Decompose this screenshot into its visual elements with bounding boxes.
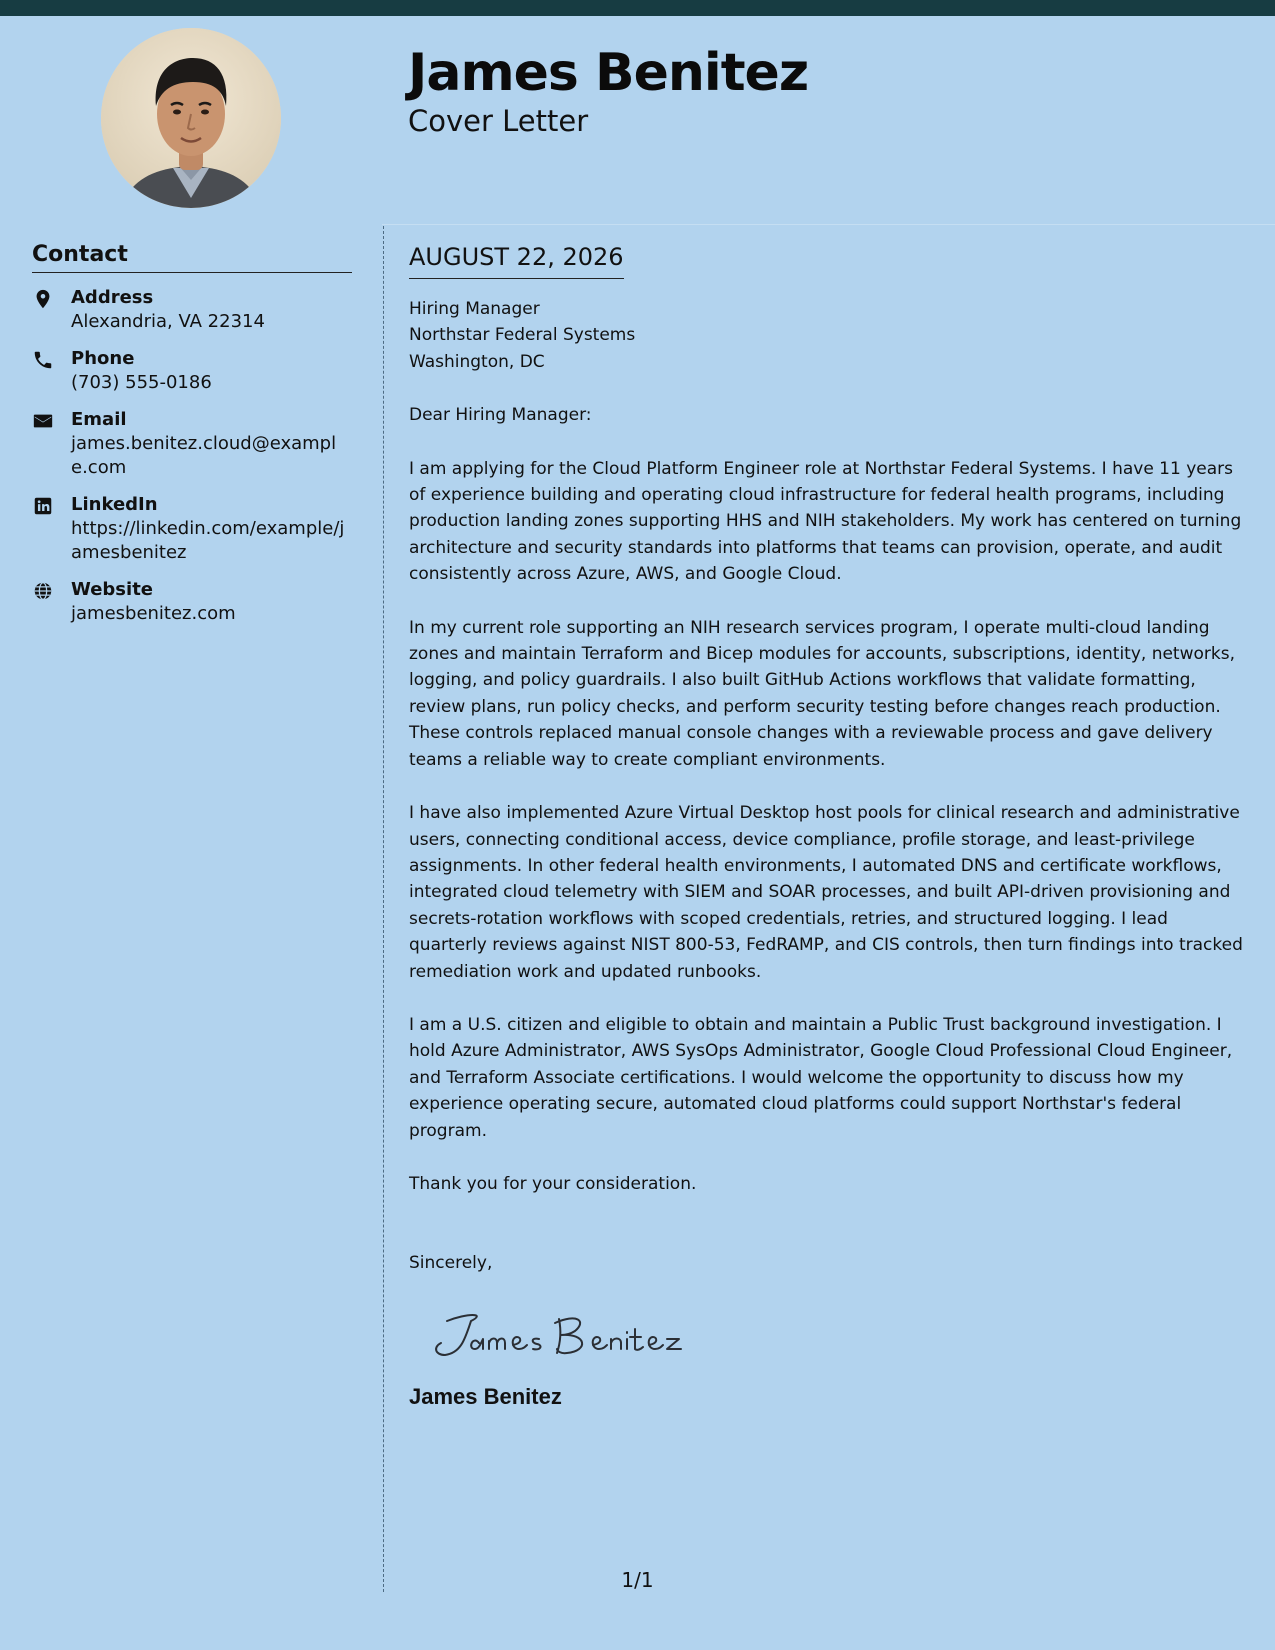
- salutation: Dear Hiring Manager:: [409, 405, 592, 426]
- linkedin-icon: [32, 495, 54, 517]
- thanks-line: Thank you for your consideration.: [409, 1173, 697, 1194]
- header-divider: [382, 224, 1275, 225]
- contact-label: Email: [71, 409, 127, 430]
- contact-value: james.benitez.cloud@example.com: [71, 433, 337, 478]
- column-divider: [383, 226, 384, 1592]
- recipient-line: Northstar Federal Systems: [409, 325, 636, 346]
- page-number: 1/1: [621, 1568, 654, 1592]
- contact-sidebar: [32, 240, 352, 626]
- contact-value: (703) 555-0186: [71, 372, 212, 393]
- contact-linkedin: [32, 493, 352, 565]
- recipient-line: Hiring Manager: [409, 299, 540, 319]
- contact-value: jamesbenitez.com: [71, 603, 236, 624]
- candidate-name: James Benitez: [408, 43, 809, 103]
- globe-icon: [32, 580, 54, 602]
- map-pin-icon: [32, 288, 54, 310]
- contact-label: Address: [71, 287, 154, 308]
- contact-value: Alexandria, VA 22314: [71, 311, 265, 332]
- top-bar: [0, 0, 1275, 16]
- envelope-icon: [32, 410, 54, 432]
- body-paragraph: I have also implemented Azure Virtual Desktop host pools for clinical research and administrative users, connecting conditional access, device compliance, profile storage, and least-privilege assignments. In other federal health environments, I automated DNS and certificate workflows, integrated cloud telemetry with SIEM and SOAR processes, and built API-driven provisioning and secrets-rotation workflows with scoped credentials, retries, and structured logging. I lead quarterly reviews against NIST 800-53, FedRAMP, and CIS controls, then turn findings into tracked remediation work and updated runbooks.: [409, 803, 1243, 982]
- signer-name: James Benitez: [409, 1383, 562, 1409]
- recipient-block: [409, 296, 1251, 375]
- contact-email: [32, 408, 352, 480]
- contact-label: Website: [71, 579, 154, 600]
- profile-photo: [101, 28, 281, 208]
- body-paragraph: I am applying for the Cloud Platform Engineer role at Northstar Federal Systems. I have 11 years of experience building and operating cloud infrastructure for federal health programs, including production landing zones supporting HHS and NIH stakeholders. My work has centered on turning architecture and security standards into platforms that teams can provision, operate, and audit consistently across Azure, AWS, and Google Cloud.: [409, 458, 1242, 585]
- document-title: Cover Letter: [408, 104, 589, 138]
- contact-label: Phone: [71, 348, 135, 369]
- contact-address: [32, 286, 352, 334]
- contact-label: LinkedIn: [71, 494, 158, 515]
- phone-icon: [32, 349, 54, 371]
- contact-phone: [32, 347, 352, 395]
- recipient-line: Washington, DC: [409, 351, 545, 372]
- signature: [427, 1299, 1251, 1369]
- letter-body: [409, 241, 1251, 1411]
- contact-heading: Contact: [32, 240, 352, 273]
- body-paragraph: I am a U.S. citizen and eligible to obtain and maintain a Public Trust background investigation. I hold Azure Administrator, AWS SysOps Administrator, Google Cloud Professional Cloud Engineer, and Terraform Associate certifications. I would welcome the opportunity to discuss how my experience operating secure, automated cloud platforms could support Northstar's federal program.: [409, 1014, 1233, 1141]
- closing: Sincerely,: [409, 1253, 493, 1274]
- contact-website: [32, 578, 352, 626]
- body-paragraph: In my current role supporting an NIH research services program, I operate multi-cloud landing zones and maintain Terraform and Bicep modules for accounts, subscriptions, identity, networks, logging, and policy guardrails. I also built GitHub Actions workflows that validate formatting, review plans, run policy checks, and perform security testing before changes reach production. These controls replaced manual console changes with a reviewable process and gave delivery teams a reliable way to create compliant environments.: [409, 617, 1235, 770]
- contact-value: https://linkedin.com/example/jamesbenitez: [71, 518, 345, 563]
- letter-date: AUGUST 22, 2026: [409, 241, 624, 279]
